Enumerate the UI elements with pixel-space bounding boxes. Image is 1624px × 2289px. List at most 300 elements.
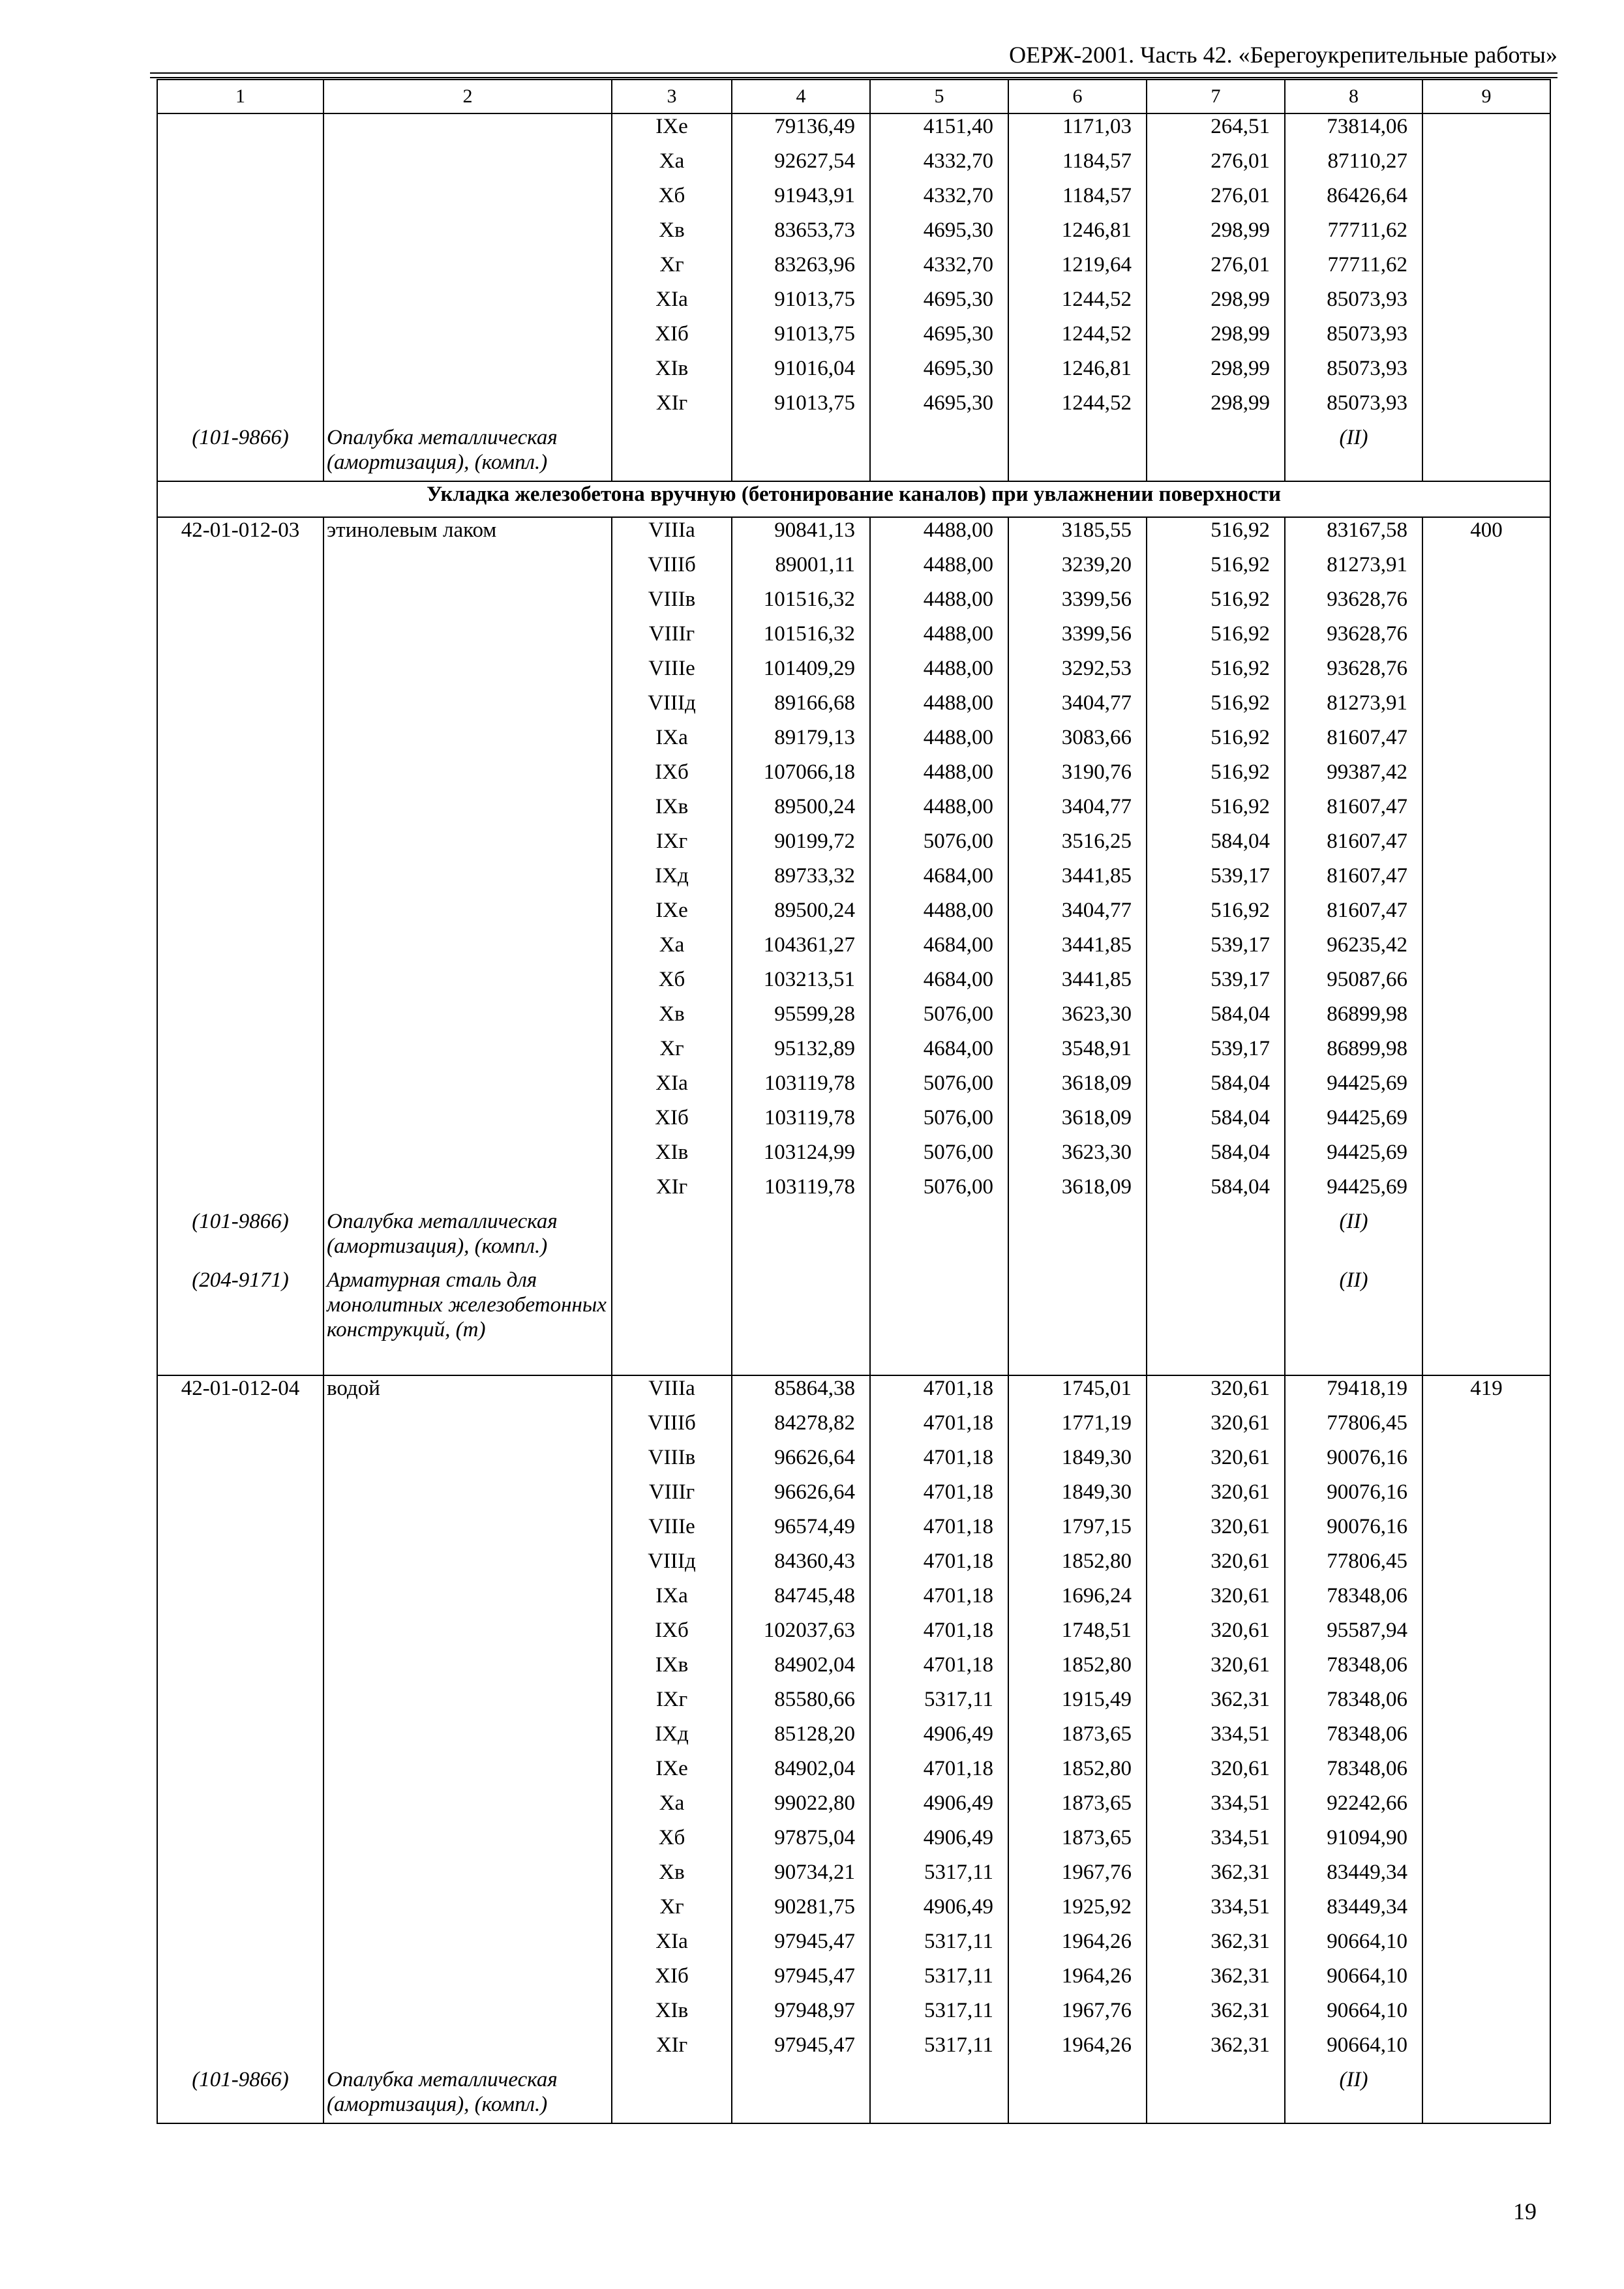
zone-cell: IXа	[612, 725, 732, 760]
rate-code-cell	[157, 1140, 323, 1174]
value-cell: 1244,52	[1008, 322, 1147, 356]
value-cell: 4701,18	[870, 1445, 1008, 1480]
value-cell: 298,99	[1147, 391, 1285, 425]
value-cell: 89001,11	[732, 552, 870, 587]
rate-code-cell	[157, 1791, 323, 1825]
value-cell: 103119,78	[732, 1174, 870, 1209]
value-cell: 298,99	[1147, 356, 1285, 391]
table-row	[157, 656, 1550, 691]
value-cell: 3618,09	[1008, 1174, 1147, 1209]
note-cell	[1422, 552, 1550, 587]
value-cell: 1771,19	[1008, 1411, 1147, 1445]
header-rule	[150, 77, 1557, 78]
value-cell: 81607,47	[1285, 794, 1422, 829]
rate-code-cell	[157, 2033, 323, 2067]
empty-cell	[1147, 1209, 1285, 1268]
value-cell: 86899,98	[1285, 1036, 1422, 1071]
value-cell: 4701,18	[870, 1375, 1008, 1411]
table-row	[157, 1929, 1550, 1964]
description-cell	[323, 1825, 612, 1860]
column-header: 1	[157, 80, 323, 113]
value-cell: 97945,47	[732, 1964, 870, 1998]
value-cell: 84902,04	[732, 1756, 870, 1791]
empty-cell	[1147, 1268, 1285, 1375]
rate-code-cell	[157, 1964, 323, 1998]
value-cell: 1171,03	[1008, 113, 1147, 149]
value-cell: 90664,10	[1285, 1929, 1422, 1964]
table-row	[157, 1549, 1550, 1583]
rate-code-cell	[157, 1480, 323, 1514]
note-cell	[1422, 1583, 1550, 1618]
empty-cell	[1422, 1209, 1550, 1268]
zone-cell: Xг	[612, 1894, 732, 1929]
rate-code-cell	[157, 1618, 323, 1653]
zone-cell: VIIIе	[612, 656, 732, 691]
value-cell: 4684,00	[870, 863, 1008, 898]
description-cell	[323, 1583, 612, 1618]
value-cell: 1964,26	[1008, 1929, 1147, 1964]
description-cell	[323, 1653, 612, 1687]
value-cell: 276,01	[1147, 149, 1285, 183]
description-cell	[323, 725, 612, 760]
zone-cell: IXд	[612, 863, 732, 898]
value-cell: 92627,54	[732, 149, 870, 183]
description-cell	[323, 863, 612, 898]
description-cell	[323, 183, 612, 218]
note-cell	[1422, 621, 1550, 656]
value-cell: 103119,78	[732, 1071, 870, 1105]
value-cell: 4695,30	[870, 356, 1008, 391]
table-row	[157, 1480, 1550, 1514]
value-cell: 86426,64	[1285, 183, 1422, 218]
value-cell: 1246,81	[1008, 356, 1147, 391]
value-cell: 320,61	[1147, 1411, 1285, 1445]
zone-cell: XIг	[612, 2033, 732, 2067]
note-cell	[1422, 1411, 1550, 1445]
description-cell	[323, 1791, 612, 1825]
page-number: 19	[1513, 2198, 1537, 2224]
description-cell	[323, 933, 612, 967]
rate-code-cell	[157, 252, 323, 287]
value-cell: 1964,26	[1008, 2033, 1147, 2067]
value-cell: 320,61	[1147, 1375, 1285, 1411]
empty-cell	[1147, 2067, 1285, 2123]
value-cell: 103213,51	[732, 967, 870, 1002]
value-cell: 584,04	[1147, 1140, 1285, 1174]
value-cell: 3083,66	[1008, 725, 1147, 760]
value-cell: 99387,42	[1285, 760, 1422, 794]
value-cell: 90664,10	[1285, 1964, 1422, 1998]
value-cell: 4695,30	[870, 287, 1008, 322]
value-cell: 78348,06	[1285, 1722, 1422, 1756]
value-cell: 103124,99	[732, 1140, 870, 1174]
value-cell: 1925,92	[1008, 1894, 1147, 1929]
table-row	[157, 149, 1550, 183]
value-cell: 79418,19	[1285, 1375, 1422, 1411]
empty-cell	[612, 425, 732, 481]
value-cell: 90076,16	[1285, 1514, 1422, 1549]
value-cell: 86899,98	[1285, 1002, 1422, 1036]
column-header: 8	[1285, 80, 1422, 113]
value-cell: 5317,11	[870, 1998, 1008, 2033]
resource-code-cell: (101-9866)	[157, 425, 323, 481]
zone-cell: Xб	[612, 1825, 732, 1860]
note-cell	[1422, 656, 1550, 691]
value-cell: 78348,06	[1285, 1653, 1422, 1687]
value-cell: 102037,63	[732, 1618, 870, 1653]
section-banner-row	[157, 481, 1550, 517]
resource-code-cell: (204-9171)	[157, 1268, 323, 1375]
description-cell	[323, 1514, 612, 1549]
rate-code-cell	[157, 552, 323, 587]
value-cell: 516,92	[1147, 552, 1285, 587]
value-cell: 3185,55	[1008, 517, 1147, 552]
note-cell	[1422, 1756, 1550, 1791]
value-cell: 81607,47	[1285, 898, 1422, 933]
value-cell: 516,92	[1147, 587, 1285, 621]
zone-cell: Xв	[612, 218, 732, 252]
value-cell: 92242,66	[1285, 1791, 1422, 1825]
value-cell: 3404,77	[1008, 794, 1147, 829]
value-cell: 3399,56	[1008, 621, 1147, 656]
description-cell	[323, 1002, 612, 1036]
value-cell: 3516,25	[1008, 829, 1147, 863]
table-row	[157, 1964, 1550, 1998]
value-cell: 81607,47	[1285, 829, 1422, 863]
value-cell: 3404,77	[1008, 691, 1147, 725]
zone-cell: VIIIа	[612, 517, 732, 552]
table-row	[157, 725, 1550, 760]
value-cell: 298,99	[1147, 322, 1285, 356]
value-cell: 5076,00	[870, 1140, 1008, 1174]
value-cell: 298,99	[1147, 287, 1285, 322]
value-cell: 1184,57	[1008, 149, 1147, 183]
resource-desc-cell: Арматурная сталь для монолитных железобетонных конструкций, (т)	[323, 1268, 612, 1375]
rate-code-cell	[157, 1105, 323, 1140]
value-cell: 90076,16	[1285, 1445, 1422, 1480]
value-cell: 90664,10	[1285, 2033, 1422, 2067]
rate-code-cell	[157, 113, 323, 149]
note-cell	[1422, 391, 1550, 425]
zone-cell: Xа	[612, 1791, 732, 1825]
rate-code-cell	[157, 1174, 323, 1209]
description-cell	[323, 252, 612, 287]
zone-cell: VIIIа	[612, 1375, 732, 1411]
value-cell: 90076,16	[1285, 1480, 1422, 1514]
rate-code-cell	[157, 1860, 323, 1894]
table-row	[157, 967, 1550, 1002]
value-cell: 4695,30	[870, 218, 1008, 252]
value-cell: 584,04	[1147, 1002, 1285, 1036]
resource-desc-cell: Опалубка металлическая (амортизация), (компл.)	[323, 1209, 612, 1268]
table-row	[157, 829, 1550, 863]
resource-row	[157, 1268, 1550, 1375]
value-cell: 89166,68	[732, 691, 870, 725]
rate-code-cell	[157, 863, 323, 898]
value-cell: 73814,06	[1285, 113, 1422, 149]
value-cell: 83653,73	[732, 218, 870, 252]
note-cell	[1422, 149, 1550, 183]
zone-cell: Xг	[612, 1036, 732, 1071]
value-cell: 1967,76	[1008, 1860, 1147, 1894]
empty-cell	[732, 1268, 870, 1375]
table-row	[157, 1174, 1550, 1209]
description-cell	[323, 1756, 612, 1791]
resource-code-cell: (101-9866)	[157, 2067, 323, 2123]
zone-cell: IXе	[612, 113, 732, 149]
value-cell: 5317,11	[870, 2033, 1008, 2067]
value-cell: 83167,58	[1285, 517, 1422, 552]
value-cell: 91013,75	[732, 287, 870, 322]
empty-cell	[1008, 425, 1147, 481]
rate-code-cell	[157, 322, 323, 356]
empty-cell	[1008, 1268, 1147, 1375]
table-row	[157, 252, 1550, 287]
value-cell: 5317,11	[870, 1964, 1008, 1998]
rate-code-cell	[157, 967, 323, 1002]
value-cell: 320,61	[1147, 1514, 1285, 1549]
value-cell: 99022,80	[732, 1791, 870, 1825]
note-cell	[1422, 691, 1550, 725]
value-cell: 362,31	[1147, 1860, 1285, 1894]
value-cell: 362,31	[1147, 1964, 1285, 1998]
value-cell: 95087,66	[1285, 967, 1422, 1002]
rate-code-cell	[157, 794, 323, 829]
table-row	[157, 794, 1550, 829]
value-cell: 1873,65	[1008, 1825, 1147, 1860]
value-cell: 96574,49	[732, 1514, 870, 1549]
value-cell: 90841,13	[732, 517, 870, 552]
value-cell: 3404,77	[1008, 898, 1147, 933]
value-cell: 1967,76	[1008, 1998, 1147, 2033]
value-cell: 90734,21	[732, 1860, 870, 1894]
header-rule	[150, 72, 1557, 74]
value-cell: 3548,91	[1008, 1036, 1147, 1071]
zone-cell: IXе	[612, 1756, 732, 1791]
column-header-row	[157, 80, 1550, 113]
rate-code-cell	[157, 760, 323, 794]
value-cell: 3239,20	[1008, 552, 1147, 587]
description-cell	[323, 1722, 612, 1756]
description-cell	[323, 149, 612, 183]
value-cell: 85580,66	[732, 1687, 870, 1722]
value-cell: 91013,75	[732, 322, 870, 356]
rate-code-cell	[157, 183, 323, 218]
value-cell: 1873,65	[1008, 1722, 1147, 1756]
empty-cell	[732, 2067, 870, 2123]
value-cell: 84360,43	[732, 1549, 870, 1583]
note-cell	[1422, 933, 1550, 967]
value-cell: 83449,34	[1285, 1860, 1422, 1894]
table-row	[157, 1036, 1550, 1071]
zone-cell: Xб	[612, 967, 732, 1002]
description-cell	[323, 1174, 612, 1209]
value-cell: 584,04	[1147, 829, 1285, 863]
value-cell: 539,17	[1147, 933, 1285, 967]
rate-code-cell	[157, 1756, 323, 1791]
note-cell	[1422, 322, 1550, 356]
value-cell: 516,92	[1147, 794, 1285, 829]
value-cell: 4684,00	[870, 967, 1008, 1002]
rate-code-cell	[157, 1445, 323, 1480]
zone-cell: XIв	[612, 356, 732, 391]
table-row	[157, 322, 1550, 356]
value-cell: 5317,11	[870, 1687, 1008, 1722]
value-cell: 320,61	[1147, 1756, 1285, 1791]
description-cell	[323, 1894, 612, 1929]
note-cell: 400	[1422, 517, 1550, 552]
table-row	[157, 1514, 1550, 1549]
zone-cell: XIб	[612, 1964, 732, 1998]
value-cell: 276,01	[1147, 183, 1285, 218]
zone-cell: Xа	[612, 149, 732, 183]
value-cell: 1696,24	[1008, 1583, 1147, 1618]
value-cell: 89500,24	[732, 794, 870, 829]
value-cell: 334,51	[1147, 1722, 1285, 1756]
value-cell: 320,61	[1147, 1583, 1285, 1618]
description-cell: водой	[323, 1375, 612, 1411]
value-cell: 320,61	[1147, 1618, 1285, 1653]
value-cell: 5076,00	[870, 1002, 1008, 1036]
rate-code-cell	[157, 1998, 323, 2033]
value-cell: 1852,80	[1008, 1549, 1147, 1583]
empty-cell	[870, 425, 1008, 481]
zone-cell: XIг	[612, 391, 732, 425]
rate-code-cell	[157, 287, 323, 322]
zone-cell: Xб	[612, 183, 732, 218]
value-cell: 77711,62	[1285, 252, 1422, 287]
note-cell	[1422, 218, 1550, 252]
description-cell	[323, 691, 612, 725]
value-cell: 91013,75	[732, 391, 870, 425]
table-row	[157, 113, 1550, 149]
value-cell: 85073,93	[1285, 322, 1422, 356]
value-cell: 81607,47	[1285, 725, 1422, 760]
value-cell: 93628,76	[1285, 621, 1422, 656]
rate-code-cell	[157, 1825, 323, 1860]
value-cell: 1849,30	[1008, 1445, 1147, 1480]
value-cell: 4701,18	[870, 1480, 1008, 1514]
rate-code-cell	[157, 691, 323, 725]
value-cell: 334,51	[1147, 1825, 1285, 1860]
description-cell	[323, 829, 612, 863]
value-cell: 94425,69	[1285, 1105, 1422, 1140]
rate-code-cell: 42-01-012-03	[157, 517, 323, 552]
zone-cell: VIIIв	[612, 587, 732, 621]
value-cell: 3441,85	[1008, 933, 1147, 967]
value-cell: 584,04	[1147, 1105, 1285, 1140]
value-cell: 84902,04	[732, 1653, 870, 1687]
value-cell: 85864,38	[732, 1375, 870, 1411]
zone-cell: IXд	[612, 1722, 732, 1756]
rate-code-cell	[157, 725, 323, 760]
value-cell: 1244,52	[1008, 287, 1147, 322]
resource-code-cell: (101-9866)	[157, 1209, 323, 1268]
note-cell	[1422, 1791, 1550, 1825]
note-cell	[1422, 1687, 1550, 1722]
table-row	[157, 691, 1550, 725]
note-cell	[1422, 1722, 1550, 1756]
value-cell: 4906,49	[870, 1791, 1008, 1825]
table-row	[157, 1687, 1550, 1722]
rate-code-cell	[157, 1002, 323, 1036]
value-cell: 85073,93	[1285, 356, 1422, 391]
value-cell: 5076,00	[870, 1174, 1008, 1209]
section-title: Укладка железобетона вручную (бетонирование каналов) при увлажнении поверхности	[157, 481, 1550, 517]
zone-cell: VIIIв	[612, 1445, 732, 1480]
value-cell: 4906,49	[870, 1894, 1008, 1929]
table-row	[157, 356, 1550, 391]
value-cell: 334,51	[1147, 1791, 1285, 1825]
zone-cell: IXг	[612, 829, 732, 863]
value-cell: 362,31	[1147, 1687, 1285, 1722]
value-cell: 584,04	[1147, 1071, 1285, 1105]
resource-row	[157, 1209, 1550, 1268]
value-cell: 320,61	[1147, 1549, 1285, 1583]
value-cell: 1852,80	[1008, 1653, 1147, 1687]
note-cell	[1422, 725, 1550, 760]
table-row	[157, 218, 1550, 252]
column-header: 2	[323, 80, 612, 113]
rate-code-cell	[157, 587, 323, 621]
zone-cell: XIа	[612, 1929, 732, 1964]
value-cell: 584,04	[1147, 1174, 1285, 1209]
rate-code-cell	[157, 1549, 323, 1583]
value-cell: 516,92	[1147, 898, 1285, 933]
value-cell: 4701,18	[870, 1549, 1008, 1583]
description-cell	[323, 1964, 612, 1998]
zone-cell: IXг	[612, 1687, 732, 1722]
value-cell: 5076,00	[870, 1105, 1008, 1140]
column-header: 9	[1422, 80, 1550, 113]
note-cell	[1422, 829, 1550, 863]
description-cell	[323, 1071, 612, 1105]
table-row	[157, 1653, 1550, 1687]
table-row	[157, 1998, 1550, 2033]
value-cell: 84278,82	[732, 1411, 870, 1445]
column-header: 4	[732, 80, 870, 113]
description-cell	[323, 552, 612, 587]
value-cell: 4332,70	[870, 149, 1008, 183]
value-cell: 5317,11	[870, 1860, 1008, 1894]
value-cell: 4701,18	[870, 1514, 1008, 1549]
note-cell	[1422, 1445, 1550, 1480]
empty-cell	[1422, 2067, 1550, 2123]
zone-cell: XIа	[612, 287, 732, 322]
value-cell: 4701,18	[870, 1653, 1008, 1687]
column-header: 7	[1147, 80, 1285, 113]
empty-cell	[612, 1209, 732, 1268]
description-cell	[323, 1998, 612, 2033]
rate-code-cell	[157, 1071, 323, 1105]
value-cell: 97875,04	[732, 1825, 870, 1860]
note-cell	[1422, 794, 1550, 829]
empty-cell	[1422, 425, 1550, 481]
value-cell: 90664,10	[1285, 1998, 1422, 2033]
value-cell: 81273,91	[1285, 552, 1422, 587]
value-cell: 3399,56	[1008, 587, 1147, 621]
description-cell	[323, 967, 612, 1002]
value-cell: 362,31	[1147, 1929, 1285, 1964]
table-row	[157, 1791, 1550, 1825]
description-cell	[323, 587, 612, 621]
empty-cell	[612, 2067, 732, 2123]
value-cell: 104361,27	[732, 933, 870, 967]
description-cell	[323, 656, 612, 691]
table-row	[157, 1411, 1550, 1445]
zone-cell: VIIIе	[612, 1514, 732, 1549]
resource-desc-cell: Опалубка металлическая (амортизация), (компл.)	[323, 2067, 612, 2123]
